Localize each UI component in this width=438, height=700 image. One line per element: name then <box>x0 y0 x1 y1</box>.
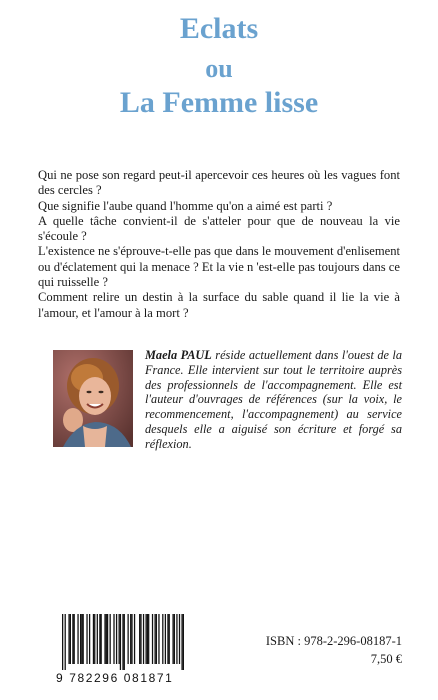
barcode-bar <box>74 614 75 664</box>
barcode-bar <box>148 614 149 664</box>
blurb-paragraph: Que signifie l'aube quand l'homme qu'on a aimé est parti ? <box>38 198 333 213</box>
blurb-paragraph: Qui ne pose son regard peut-il apercevoir ces heures où les vagues font des cercles ? <box>38 168 400 198</box>
barcode-bar <box>154 614 155 664</box>
barcode-bar <box>172 614 173 664</box>
barcode <box>62 614 184 678</box>
title-line-1: Eclats <box>179 12 259 45</box>
barcode-bar <box>169 614 170 664</box>
barcode-bar <box>147 614 148 664</box>
title-line-3: La Femme lisse <box>119 86 319 119</box>
barcode-bar <box>145 614 146 664</box>
barcode-bar <box>113 614 114 664</box>
barcode-bar <box>179 614 180 664</box>
author-name: Maela PAUL <box>145 348 212 362</box>
barcode-bar <box>65 614 66 670</box>
barcode-bar <box>127 614 128 664</box>
barcode-bar <box>68 614 69 664</box>
barcode-bar <box>143 614 144 664</box>
barcode-bar <box>70 614 71 664</box>
barcode-digits: 9 782296 081871 <box>56 671 174 685</box>
barcode-bar <box>110 614 111 664</box>
barcode-bar <box>94 614 95 664</box>
barcode-bar <box>107 614 108 664</box>
barcode-bar <box>83 614 84 664</box>
barcode-bar <box>140 614 141 664</box>
barcode-bar <box>120 614 121 670</box>
barcode-bar <box>130 614 131 664</box>
author-bio <box>145 348 402 452</box>
barcode-bar <box>81 614 82 664</box>
author-bio-text: réside actuellement dans l'ouest de la France. Elle intervient sur tout le territoire auprès des professionnels de l'accompagnement. Elle est l'auteur d'ouvrages de références (sur la voix, le recommencement, l'accompagnement) au service desquels elle a aiguisé son écriture et forgé sa réflexion. <box>145 348 403 451</box>
isbn: ISBN : 978-2-296-08187-1 <box>265 634 402 648</box>
barcode-bar <box>62 614 63 670</box>
barcode-bar <box>119 614 120 664</box>
back-cover-blurb <box>38 168 400 321</box>
barcode-bar <box>77 614 78 664</box>
blurb-paragraph: L'existence ne s'éprouve-t-elle pas que dans le mouvement d'enlisement ou d'éclatement qui la menace ? Et la vie n 'est-elle pas toujours dans ce qui ruisselle ? <box>38 244 400 290</box>
barcode-bar <box>167 614 168 664</box>
barcode-bar <box>122 614 123 670</box>
barcode-bar <box>104 614 105 664</box>
blurb-paragraph: A quelle tâche convient-il de s'atteler pour que de nouveau la vie s'écoule ? <box>38 213 400 244</box>
barcode-bar <box>152 614 153 664</box>
price: 7,50 € <box>370 652 402 666</box>
title-line-2: ou <box>205 54 233 83</box>
barcode-bar <box>162 614 163 664</box>
barcode-bar <box>165 614 166 664</box>
author-portrait-icon <box>53 350 133 447</box>
barcode-bar <box>116 614 117 664</box>
barcode-bar <box>183 614 184 670</box>
barcode-bar <box>139 614 140 664</box>
barcode-bar <box>97 614 98 664</box>
barcode-bar <box>93 614 94 664</box>
barcode-bar <box>89 614 90 664</box>
barcode-bar <box>101 614 102 664</box>
barcode-bar <box>174 614 175 664</box>
barcode-bar <box>134 614 135 664</box>
blurb-paragraph: Comment relire un destin à la surface du sable quand il lie la vie à l'amour, et l'amour à la mort ? <box>38 290 400 320</box>
barcode-bar <box>176 614 177 664</box>
barcode-bar <box>181 614 182 670</box>
barcode-bar <box>124 614 125 670</box>
barcode-bar <box>131 614 132 664</box>
barcode-bar <box>86 614 87 664</box>
barcode-bar <box>106 614 107 664</box>
barcode-bar <box>156 614 157 664</box>
barcode-icon <box>62 614 184 670</box>
barcode-bar <box>80 614 81 664</box>
barcode-bar <box>72 614 73 664</box>
barcode-bar <box>99 614 100 664</box>
barcode-bar <box>158 614 159 664</box>
author-photo <box>53 350 133 447</box>
